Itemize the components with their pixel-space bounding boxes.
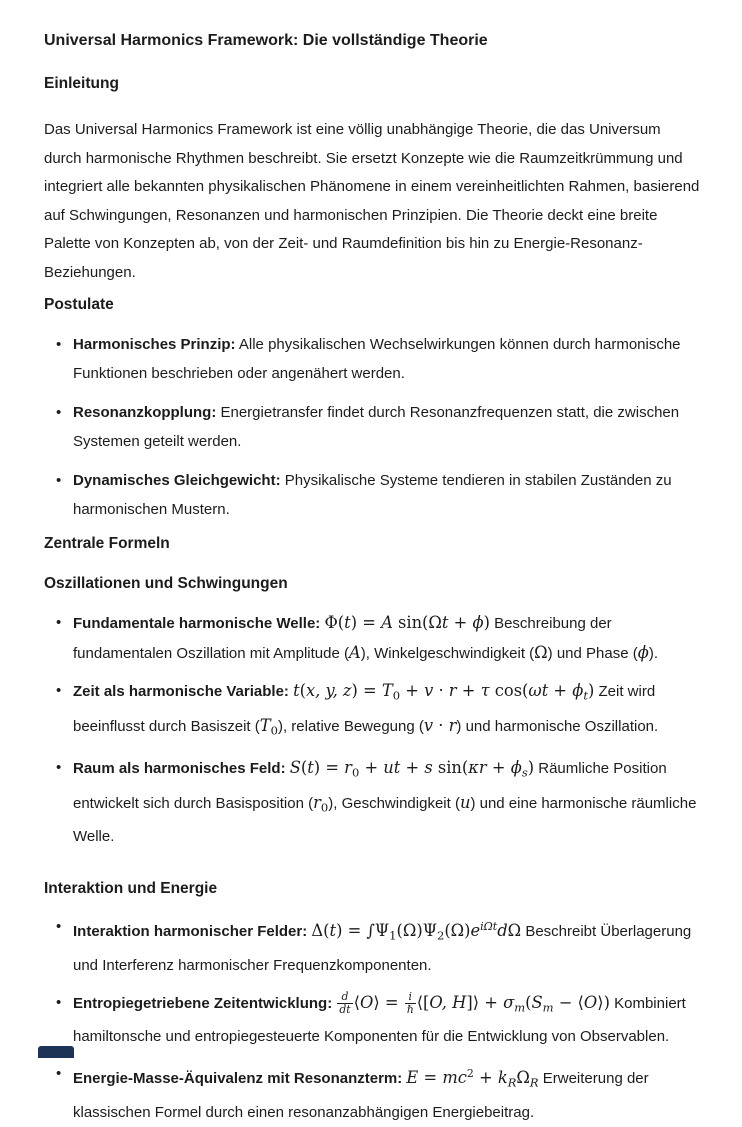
item-label: Entropiegetriebene Zeitentwicklung: xyxy=(73,994,337,1012)
list-item xyxy=(73,1059,702,1127)
sections xyxy=(44,74,702,1127)
item-label: Interaktion harmonischer Felder: xyxy=(73,923,312,940)
item-label: Dynamisches Gleichgewicht: xyxy=(73,472,281,489)
bullet-list xyxy=(44,608,702,851)
item-text: ), relative Bewegung ( xyxy=(277,717,424,735)
item-text: Räumliche Position entwickelt sich durch Basisposition ( xyxy=(73,760,667,812)
item-text: ), Geschwindigkeit ( xyxy=(328,794,460,812)
section-oszillationen xyxy=(44,574,702,851)
item-label: Fundamentale harmonische Welle: xyxy=(73,615,325,632)
section-heading-oszillationen: Oszillationen und Schwingungen xyxy=(44,575,288,592)
paragraph: Das Universal Harmonics Framework ist eine völlig unabhängige Theorie, die das Universum durch harmonische Rhythmen beschreibt. Sie ersetzt Konzepte wie die Raumzeitkrümmung und integriert alle bekannten physikalischen Phänomene in einem vereinheitlichten Rahmen, basierend auf Schwingungen, Resonanzen und harmonischen Prinzipien. Die Theorie deckt eine breite Palette von Konzepten ab, von der Zeit- und Raumdefinition bis hin zu Energie-Resonanz-Beziehungen. xyxy=(44,121,700,281)
item-label: Zeit als harmonische Variable: xyxy=(73,683,294,700)
bullet-list xyxy=(44,330,702,524)
list-item xyxy=(73,330,702,388)
item-label: Energie-Masse-Äquivalenz mit Resonanzterm: xyxy=(73,1070,407,1087)
inline-formula: Ω xyxy=(534,643,548,662)
section-einleitung xyxy=(44,74,702,287)
item-text: Beschreibt Überlagerung und Interferenz harmonischer Frequenzkomponenten. xyxy=(73,923,692,974)
section-postulate xyxy=(44,295,702,524)
section-heading-postulate: Postulate xyxy=(44,296,114,313)
item-text: ). xyxy=(648,645,658,662)
item-text: Beschreibung der fundamentalen Oszillation mit Amplitude ( xyxy=(73,615,612,662)
section-heading-einleitung: Einleitung xyxy=(44,75,119,92)
inline-formula: $r_0$ xyxy=(313,792,329,814)
list-item xyxy=(73,988,702,1052)
item-text: Energietransfer findet durch Resonanzfrequenzen statt, die zwischen Systemen geteilt werden. xyxy=(73,404,680,450)
bullet-list xyxy=(44,912,702,1127)
item-text: ), Winkelgeschwindigkeit ( xyxy=(360,645,535,662)
inline-formula: t(x, y, $z) = T_0 + v \cdot r + \tau$ $\cos(\omega t + \phi_t)$ xyxy=(293,681,595,703)
list-item xyxy=(73,676,702,745)
list-item xyxy=(73,753,702,851)
section-interaktion xyxy=(44,879,702,1127)
section-heading-interaktion: Interaktion und Energie xyxy=(44,880,218,897)
item-text: Alle physikalischen Wechselwirkungen können durch harmonische Funktionen beschrieben oder angenähert werden. xyxy=(73,336,681,382)
item-text: ) und Phase ( xyxy=(547,645,638,662)
item-text: Erweiterung der klassischen Formel durch einen resonanzabhängigen Energiebeitrag. xyxy=(73,1070,649,1121)
list-item xyxy=(73,398,702,456)
item-text: ) und eine harmonische räumliche Welle. xyxy=(73,794,697,845)
section-heading-zentrale-formeln: Zentrale Formeln xyxy=(44,535,170,552)
inline-formula: Φ(t) = A sin(Ωt + ϕ) xyxy=(324,613,490,632)
inline-formula: u xyxy=(459,792,471,812)
inline-formula: $E = mc^2 + k_R\Omega_R$ xyxy=(406,1067,539,1090)
inline-formula: $S(t) = r_0$ + ut + s $\sin(\kappa r + \phi_s)$ xyxy=(289,758,535,780)
inline-formula: $\Delta(t) = \int\Psi_1(\Omega)\Psi_2(\Omega)e^{i\Omega t}d\Omega$ xyxy=(311,920,522,943)
document-title: Universal Harmonics Framework: Die vollständige Theorie xyxy=(44,32,488,49)
inline-formula: $\frac{d}{dt}$ ⟨O⟩ = $\frac{i}{\text{ℏ}}$ ⟨[O, H]⟩ + $\sigma_m(S_m$ − ⟨O⟩) xyxy=(339,989,610,1016)
partial-bottom-element[interactable] xyxy=(38,1046,74,1058)
inline-formula: v · r xyxy=(423,715,457,735)
item-text: Physikalische Systeme tendieren in stabilen Zuständen zu harmonischen Mustern. xyxy=(73,472,672,518)
item-label: Raum als harmonisches Feld: xyxy=(73,760,290,777)
section-zentrale-formeln xyxy=(44,534,702,554)
inline-formula: $T_0$ xyxy=(259,715,278,737)
fraction: $\frac{d}{dt}$ xyxy=(339,989,351,1016)
item-label: Resonanzkopplung: xyxy=(73,404,217,421)
list-item xyxy=(73,608,702,668)
list-item xyxy=(73,466,702,524)
item-text: ) und harmonische Oszillation. xyxy=(456,717,659,735)
fraction: $\frac{i}{\text{ℏ}}$ xyxy=(406,989,414,1016)
inline-formula: ϕ xyxy=(637,643,649,662)
inline-formula: A xyxy=(348,643,361,662)
item-label: Harmonisches Prinzip: xyxy=(73,336,236,353)
item-text: Kombiniert hamiltonsche und entropiegesteuerte Komponenten für die Entwicklung von Observablen. xyxy=(73,994,686,1045)
list-item xyxy=(73,912,702,980)
item-text: Zeit wird beeinflusst durch Basiszeit ( xyxy=(73,683,656,735)
